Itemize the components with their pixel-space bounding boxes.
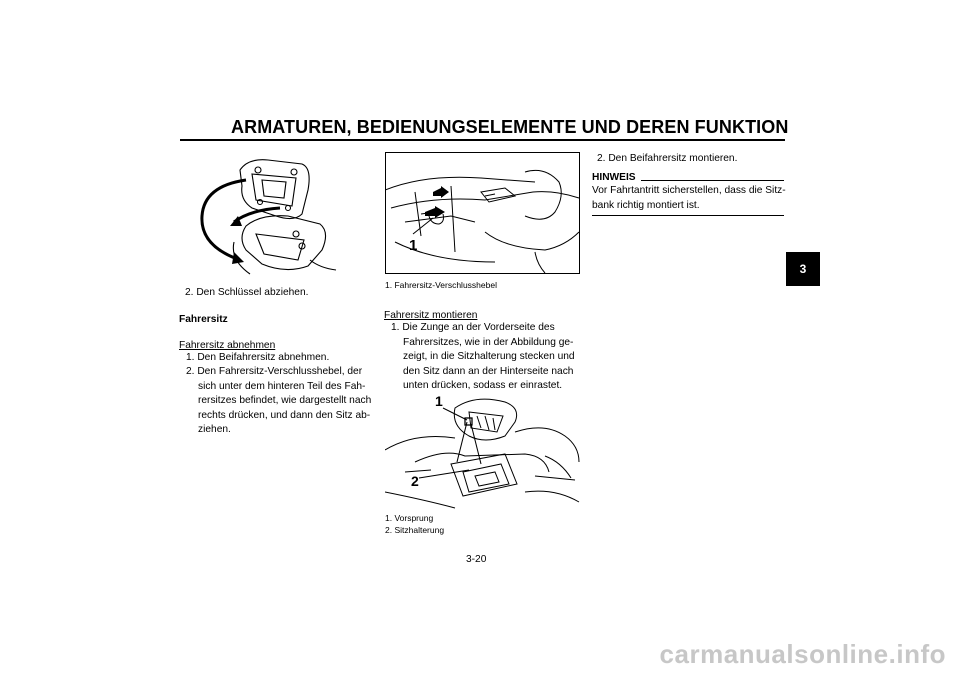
install-step-1 <box>391 321 575 394</box>
install-step-1-line: den Sitz dann an der Hinterseite nach <box>403 365 574 377</box>
install-step-2: 2. Den Beifahrersitz montieren. <box>597 153 738 164</box>
subheading-install: Fahrersitz montieren <box>384 310 478 321</box>
subheading-remove: Fahrersitz abnehmen <box>179 340 276 351</box>
note-line: Vor Fahrtantritt sicherstellen, dass die Sitz- <box>592 185 786 196</box>
remove-step-2-line: rersitzes befindet, wie dargestellt nach <box>198 395 372 407</box>
note-line: bank richtig montiert ist. <box>592 199 700 211</box>
figure2-caption-2: 2. Sitzhalterung <box>385 525 445 535</box>
page-title: ARMATUREN, BEDIENUNGSELEMENTE UND DEREN FUNKTION <box>231 117 789 137</box>
install-step-1-line: Fahrersitzes, wie in der Abbildung ge- <box>403 336 574 348</box>
note-heading: HINWEIS <box>592 172 636 183</box>
note-heading-rule <box>641 180 784 181</box>
watermark: carmanualsonline.info <box>659 639 946 669</box>
section-heading: Fahrersitz <box>179 314 228 325</box>
remove-step-2 <box>186 365 371 438</box>
remove-step-2-line: rechts drücken, und dann den Sitz ab- <box>198 409 371 421</box>
figure-lock-lever <box>385 152 580 274</box>
figure1-callout: 1 <box>409 237 418 254</box>
figure-seat-holder <box>385 392 580 510</box>
figure2-callout-1: 1 <box>435 393 443 409</box>
note-end-rule <box>592 215 784 216</box>
remove-step-2-line: sich unter dem hinteren Teil des Fah- <box>198 380 366 392</box>
figure2-callout-2: 2 <box>411 473 419 489</box>
remove-step-2-line: 2. Den Fahrersitz-Verschlusshebel, der <box>186 366 363 377</box>
install-step-1-line: unten drücken, sodass er einrastet. <box>403 380 563 392</box>
chapter-tab[interactable]: 3 <box>786 252 820 286</box>
figure1-caption: 1. Fahrersitz-Verschlusshebel <box>385 280 497 290</box>
header-rule <box>180 139 785 141</box>
install-step-1-line: zeigt, in die Sitzhalterung stecken und <box>403 351 575 363</box>
figure2-caption-1: 1. Vorsprung <box>385 513 434 523</box>
remove-step-1: 1. Den Beifahrersitz abnehmen. <box>186 352 330 363</box>
note-body <box>592 184 786 213</box>
figure-passenger-seat <box>190 150 340 278</box>
page-number: 3-20 <box>466 554 487 565</box>
remove-step-2-line: ziehen. <box>198 424 231 436</box>
install-step-1-line: 1. Die Zunge an der Vorderseite des <box>391 322 555 333</box>
step-remove-key: 2. Den Schlüssel abziehen. <box>185 287 309 298</box>
